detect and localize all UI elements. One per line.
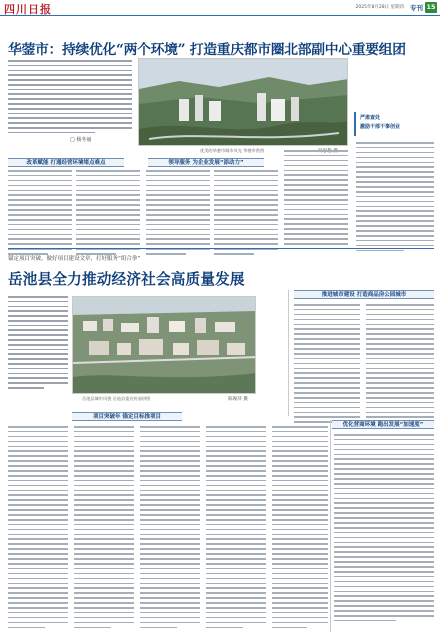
article2-column-4 xyxy=(206,426,266,631)
article1-sidebar-box xyxy=(354,112,434,136)
article2-column-b xyxy=(366,304,434,426)
newspaper-logo: 四川日报 xyxy=(4,3,52,16)
article1-column-4 xyxy=(214,170,278,258)
issue-date: 2025年8月28日 星期四 xyxy=(355,5,404,10)
column-divider xyxy=(330,420,331,632)
article2-column-a xyxy=(294,304,360,426)
article2-photo-caption: 岳池县城市风貌 岳池县委宣传部供图 xyxy=(82,396,151,401)
article2-photo xyxy=(72,296,256,394)
article2-subhead-1: 推进城市建设 打造商品房公园城市 xyxy=(294,290,434,299)
article1-column-2 xyxy=(76,170,140,258)
page-number-badge: 15 xyxy=(426,3,436,11)
article1-column-5 xyxy=(284,150,348,253)
article2-column-1 xyxy=(8,426,68,631)
article2-photo-credit: 陈俊萍 摄 xyxy=(228,397,248,402)
article1-photo-caption: 优美的华蓥市城市风光 华蓥市供图 xyxy=(200,148,265,153)
article2-kicker: 锚定项目突破、做好项目建设文章，打好服务“组合拳” xyxy=(8,256,141,262)
article2-subhead-2: 项目突破年 锚定目标推项目 xyxy=(72,412,182,421)
article2-subhead-3: 优化营商环境 跑出发展“加速度” xyxy=(332,420,434,429)
section-divider xyxy=(8,248,434,249)
sidebar-subtitle: 激励干部干事创业 xyxy=(360,124,401,130)
article1-author: □ 杨冬丽 xyxy=(70,137,92,143)
article1-column-3 xyxy=(146,170,210,258)
article2-lead xyxy=(8,296,68,392)
article1-lead xyxy=(8,60,132,137)
article1-headline: 华蓥市：持续优化“两个环境” 打造重庆都市圈北部副中心重要组团 xyxy=(8,42,406,58)
section-name: 专刊 xyxy=(410,4,423,12)
article2-headline: 岳池县全力推动经济社会高质量发展 xyxy=(8,271,245,288)
article2-column-3 xyxy=(140,426,200,631)
article1-photo xyxy=(138,58,348,146)
sidebar-title: 严肃查处 xyxy=(360,115,381,121)
masthead xyxy=(0,0,440,16)
article1-subhead-1: 改革赋能 打通经营环境堵点难点 xyxy=(8,158,124,167)
article2-column-2 xyxy=(74,426,134,631)
article1-column-6 xyxy=(356,142,434,254)
article2-column-5 xyxy=(272,426,328,631)
column-divider xyxy=(288,290,289,416)
article1-column-1 xyxy=(8,170,72,258)
article2-column-6 xyxy=(334,434,434,625)
article1-subhead-2: 领导服务 为企业发展“添动力” xyxy=(148,158,264,167)
